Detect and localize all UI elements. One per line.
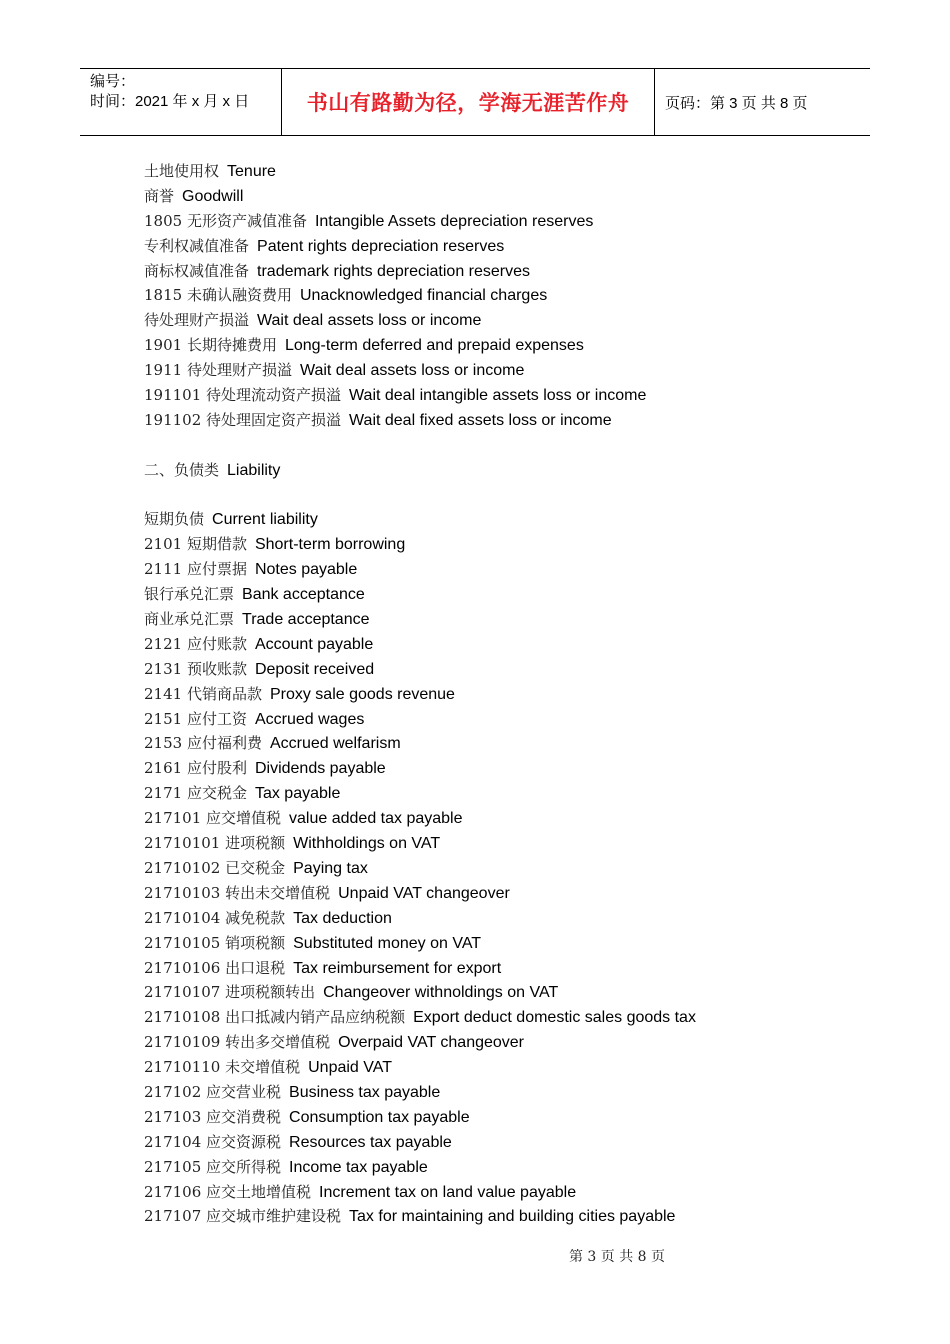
account-en-label: Resources tax payable <box>289 1133 452 1151</box>
account-en-label: Patent rights depreciation reserves <box>257 237 505 255</box>
account-cn-label: 1901 长期待摊费用 <box>144 336 277 355</box>
list-item <box>144 532 864 557</box>
account-en-label: trademark rights depreciation reserves <box>257 262 531 280</box>
account-en-label: Trade acceptance <box>242 611 370 629</box>
account-en-label: Overpaid VAT changeover <box>338 1034 525 1052</box>
account-cn-label: 2161 应付股利 <box>144 759 247 778</box>
account-cn-label: 217105 应交所得税 <box>144 1157 282 1176</box>
account-en-label: Unacknowledged financial charges <box>299 287 548 305</box>
list-item <box>144 1030 864 1055</box>
account-cn-label: 1815 未确认融资费用 <box>144 286 292 305</box>
list-item <box>144 682 864 707</box>
list-item <box>144 806 864 831</box>
list-item <box>144 856 864 881</box>
account-en-label: Tenure <box>227 163 276 180</box>
account-cn-label: 217103 应交消费税 <box>144 1107 282 1126</box>
account-list <box>144 159 864 1229</box>
account-cn-label: 21710106 出口退税 <box>144 958 286 977</box>
account-en-label: Substituted money on VAT <box>293 934 482 952</box>
account-cn-label: 21710109 转出多交增值税 <box>144 1033 331 1052</box>
account-cn-label: 银行承兑汇票 <box>144 585 235 604</box>
account-cn-label: 21710101 进项税额 <box>144 834 286 853</box>
list-item <box>144 408 864 433</box>
motto-text: 书山有路勤为径，学海无涯苦作舟 <box>306 91 630 115</box>
list-item <box>144 209 864 234</box>
account-cn-label: 191102 待处理固定资产损溢 <box>144 410 342 429</box>
account-en-label: Business tax payable <box>289 1083 441 1101</box>
account-cn-label: 21710108 出口抵减内销产品应纳税额 <box>144 1008 406 1027</box>
list-item <box>144 1005 864 1030</box>
list-item <box>144 582 864 607</box>
account-cn-label: 短期负债 <box>144 510 205 529</box>
list-item <box>144 756 864 781</box>
footer-page-number: 第 3 页 共 8 页 <box>568 1249 666 1265</box>
list-item <box>144 1105 864 1130</box>
account-cn-label: 21710102 已交税金 <box>144 858 286 877</box>
header-meta <box>80 69 282 135</box>
document-date-label: 时间：2021 年 x 月 x 日 <box>90 93 250 110</box>
account-en-label: Income tax payable <box>289 1158 428 1176</box>
list-item <box>144 308 864 333</box>
account-cn-label: 2141 代销商品款 <box>144 684 262 703</box>
account-en-label: Goodwill <box>182 187 244 205</box>
list-item <box>144 383 864 408</box>
account-en-label: Wait deal assets loss or income <box>257 312 482 330</box>
account-en-label: Wait deal intangible assets loss or income <box>349 387 647 405</box>
account-cn-label: 21710103 转出未交增值税 <box>144 883 331 902</box>
account-en-label: Increment tax on land value payable <box>319 1183 577 1201</box>
list-item <box>144 906 864 931</box>
account-en-label: Short-term borrowing <box>254 536 406 554</box>
account-cn-label: 21710105 销项税额 <box>144 933 286 952</box>
account-en-label: Current liability <box>212 511 318 529</box>
account-en-label: Withholdings on VAT <box>293 835 441 853</box>
list-item <box>144 657 864 682</box>
account-cn-label: 217106 应交土地增值税 <box>144 1182 312 1201</box>
account-cn-label: 商誉 <box>144 186 175 205</box>
account-en-label: Tax reimbursement for export <box>293 959 502 977</box>
list-item <box>144 607 864 632</box>
account-cn-label: 217107 应交城市维护建设税 <box>144 1207 342 1226</box>
account-en-label: Notes payable <box>254 561 358 579</box>
account-en-label: Unpaid VAT <box>308 1059 393 1077</box>
account-en-label: Deposit received <box>254 660 375 678</box>
list-item <box>144 1130 864 1155</box>
list-item <box>144 433 864 458</box>
account-cn-label: 191101 待处理流动资产损溢 <box>144 386 342 405</box>
header-motto <box>282 69 655 135</box>
account-cn-label: 1911 待处理财产损溢 <box>144 361 292 380</box>
account-cn-label: 21710107 进项税额转出 <box>144 983 316 1002</box>
account-en-label: Dividends payable <box>254 760 386 778</box>
list-item <box>144 259 864 284</box>
document-number-label: 编号： <box>90 73 136 90</box>
account-cn-label: 1805 无形资产减值准备 <box>144 211 307 230</box>
list-item <box>144 557 864 582</box>
account-en-label: Proxy sale goods revenue <box>269 685 455 703</box>
account-cn-label: 2153 应付福利费 <box>144 734 262 753</box>
account-en-label: Wait deal fixed assets loss or income <box>349 411 612 429</box>
account-en-label: Wait deal assets loss or income <box>299 362 525 380</box>
account-cn-label: 2101 短期借款 <box>144 535 247 554</box>
list-item <box>144 1080 864 1105</box>
list-item <box>144 781 864 806</box>
account-en-label: Liability <box>227 461 281 479</box>
account-en-label: Unpaid VAT changeover <box>338 884 510 902</box>
list-item <box>144 632 864 657</box>
account-en-label: value added tax payable <box>289 810 463 828</box>
list-item <box>144 234 864 259</box>
list-item <box>144 931 864 956</box>
account-cn-label: 217104 应交资源税 <box>144 1132 282 1151</box>
account-cn-label: 专利权减值准备 <box>144 236 250 255</box>
account-en-label: Export deduct domestic sales goods tax <box>413 1009 696 1027</box>
account-cn-label: 2131 预收账款 <box>144 659 247 678</box>
list-item <box>144 159 864 184</box>
account-cn-label: 2111 应付票据 <box>144 560 247 579</box>
account-en-label: Consumption tax payable <box>289 1108 470 1126</box>
account-en-label: Tax payable <box>254 785 341 803</box>
account-cn-label: 土地使用权 <box>144 162 220 180</box>
list-item <box>144 1155 864 1180</box>
page-header <box>80 68 870 136</box>
account-en-label: Changeover withnoldings on VAT <box>323 984 559 1002</box>
list-item <box>144 881 864 906</box>
list-item <box>144 707 864 732</box>
list-item <box>144 1055 864 1080</box>
list-item <box>144 458 864 483</box>
page-info-text: 页码：第 3 页 共 8 页 <box>665 94 808 112</box>
account-en-label: Paying tax <box>293 859 368 877</box>
list-item <box>144 483 864 508</box>
list-item <box>144 507 864 532</box>
page-footer <box>0 1246 950 1266</box>
list-item <box>144 333 864 358</box>
account-cn-label: 二、负债类 <box>144 460 220 479</box>
account-cn-label: 待处理财产损溢 <box>144 311 250 330</box>
account-en-label: Bank acceptance <box>242 586 365 604</box>
account-cn-label: 2171 应交税金 <box>144 784 247 803</box>
list-item <box>144 184 864 209</box>
list-item <box>144 1180 864 1205</box>
list-item <box>144 358 864 383</box>
list-item <box>144 831 864 856</box>
list-item <box>144 956 864 981</box>
list-item <box>144 283 864 308</box>
account-en-label: Long-term deferred and prepaid expenses <box>284 337 584 355</box>
list-item <box>144 1204 864 1229</box>
account-cn-label: 2151 应付工资 <box>144 709 247 728</box>
account-en-label: Intangible Assets depreciation reserves <box>314 212 594 230</box>
account-cn-label: 21710110 未交增值税 <box>144 1058 301 1077</box>
header-page-info <box>655 69 870 135</box>
list-item <box>144 980 864 1005</box>
account-cn-label: 21710104 减免税款 <box>144 908 286 927</box>
account-cn-label: 217102 应交营业税 <box>144 1082 282 1101</box>
account-cn-label: 商标权减值准备 <box>144 261 250 280</box>
account-en-label: Account payable <box>254 635 374 653</box>
account-cn-label: 2121 应付账款 <box>144 634 247 653</box>
account-en-label: Tax for maintaining and building cities payable <box>349 1208 676 1226</box>
list-item <box>144 731 864 756</box>
account-en-label: Accrued wages <box>254 710 365 728</box>
account-en-label: Tax deduction <box>293 909 392 927</box>
account-en-label: Accrued welfarism <box>269 735 401 753</box>
account-cn-label: 217101 应交增值税 <box>144 809 282 828</box>
account-cn-label: 商业承兑汇票 <box>144 610 235 629</box>
